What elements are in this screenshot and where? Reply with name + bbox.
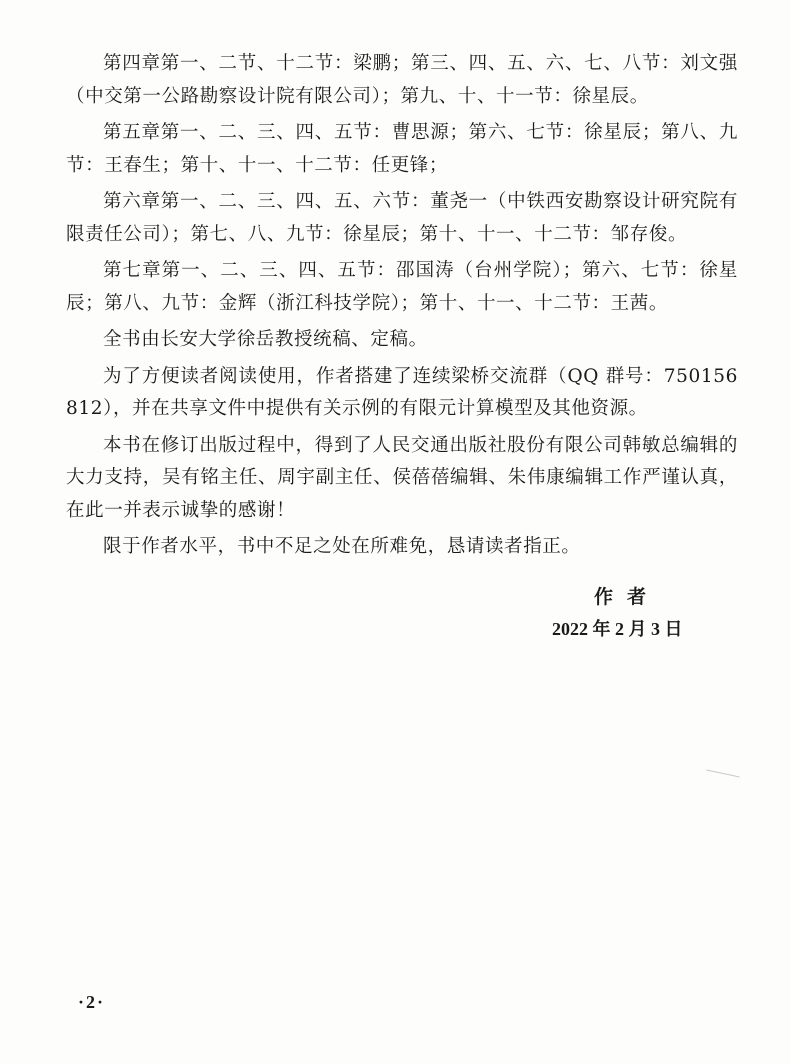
paragraph-acknowledgement: 本书在修订出版过程中，得到了人民交通出版社股份有限公司韩敏总编辑的大力支持，吴有铭主任、周宇副主任、侯蓓蓓编辑、朱伟康编辑工作严谨认真，在此一并表示诚挚的感谢！ <box>66 434 738 521</box>
signature-author: 作者 <box>594 586 661 608</box>
scan-mark <box>706 769 739 777</box>
paragraph-editor: 全书由长安大学徐岳教授统稿、定稿。 <box>103 329 428 350</box>
signature-date: 2022 年 2 月 3 日 <box>552 619 683 639</box>
paragraph-chapter-4: 第四章第一、二节、十二节：梁鹏；第三、四、五、六、七、八节：刘文强（中交第一公路勘察设计院有限公司）；第九、十、十一节：徐星辰。 <box>66 53 738 107</box>
paragraph-qq-group: 为了方便读者阅读使用，作者搭建了连续梁桥交流群（QQ 群号：750156812），并在共享文件中提供有关示例的有限元计算模型及其他资源。 <box>66 365 738 419</box>
paragraph-chapter-5: 第五章第一、二、三、四、五节：曹思源；第六、七节：徐星辰；第八、九节：王春生；第十、十一、十二节：任更锋； <box>66 122 738 176</box>
paragraph-closing: 限于作者水平，书中不足之处在所难免，恳请读者指正。 <box>103 536 581 557</box>
paragraph-chapter-6: 第六章第一、二、三、四、五、六节：董尧一（中铁西安勘察设计研究院有限责任公司）；第七、八、九节：徐星辰；第十、十一、十二节：邹存俊。 <box>66 191 738 245</box>
page-number: ·2· <box>78 992 106 1012</box>
paragraph-chapter-7: 第七章第一、二、三、四、五节：邵国涛（台州学院）；第六、七节：徐星辰；第八、九节：金辉（浙江科技学院）；第十、十一、十二节：王茜。 <box>66 260 738 314</box>
preface-body <box>66 48 738 568</box>
